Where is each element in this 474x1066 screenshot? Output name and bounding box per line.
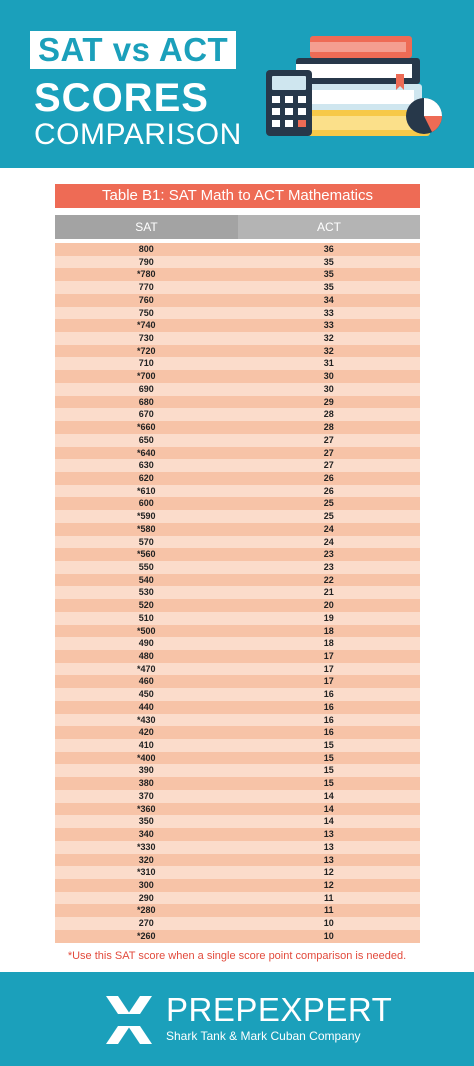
sat-score-cell: *400 bbox=[136, 752, 156, 763]
act-score-cell: 17 bbox=[323, 651, 334, 661]
sat-score-cell: *720 bbox=[136, 345, 156, 356]
table-row bbox=[55, 243, 420, 256]
table-row bbox=[55, 574, 420, 587]
books-icon bbox=[262, 30, 452, 142]
sat-score-cell: *500 bbox=[136, 625, 156, 636]
act-score-cell: 10 bbox=[323, 918, 334, 929]
sat-score-cell: 620 bbox=[138, 472, 154, 483]
table-row bbox=[55, 434, 420, 447]
sat-score-cell: *580 bbox=[136, 523, 156, 534]
act-score-cell: 16 bbox=[323, 727, 334, 738]
act-score-cell: 32 bbox=[323, 345, 334, 356]
sat-score-cell: 320 bbox=[138, 854, 154, 865]
table-row bbox=[55, 854, 420, 867]
table-row bbox=[55, 447, 420, 460]
header-banner bbox=[0, 0, 474, 168]
sat-score-cell: 600 bbox=[138, 498, 154, 509]
act-score-cell: 14 bbox=[323, 790, 334, 801]
table-row bbox=[55, 650, 420, 663]
act-score-cell: 28 bbox=[323, 422, 334, 433]
act-score-cell: 16 bbox=[323, 689, 334, 700]
table-row bbox=[55, 307, 420, 320]
act-score-cell: 15 bbox=[323, 765, 334, 776]
act-score-cell: 11 bbox=[323, 905, 334, 916]
act-score-cell: 35 bbox=[323, 256, 334, 267]
act-score-cell: 34 bbox=[323, 294, 334, 305]
brand-tagline: Shark Tank & Mark Cuban Company bbox=[166, 1029, 361, 1043]
table-row bbox=[55, 739, 420, 752]
table-row bbox=[55, 904, 420, 917]
sat-score-cell: 410 bbox=[138, 740, 154, 751]
act-score-cell: 10 bbox=[323, 930, 334, 941]
table-row bbox=[55, 294, 420, 307]
table-row bbox=[55, 764, 420, 777]
sat-score-cell: 350 bbox=[138, 816, 154, 827]
act-score-cell: 23 bbox=[323, 561, 334, 572]
table-row bbox=[55, 917, 420, 930]
sat-score-cell: 670 bbox=[138, 409, 154, 420]
sat-score-cell: 290 bbox=[138, 892, 154, 903]
act-score-cell: 15 bbox=[323, 752, 334, 763]
sat-score-cell: *260 bbox=[136, 930, 156, 941]
table-row bbox=[55, 599, 420, 612]
sat-score-cell: 760 bbox=[138, 294, 154, 305]
brand-name: PREPEXPERT bbox=[166, 991, 393, 1028]
table-row bbox=[55, 663, 420, 676]
table-row bbox=[55, 561, 420, 574]
sat-score-cell: 480 bbox=[138, 651, 154, 661]
sat-score-cell: 510 bbox=[138, 612, 154, 623]
sat-score-cell: *470 bbox=[136, 663, 156, 674]
act-score-cell: 13 bbox=[323, 841, 334, 852]
table-row bbox=[55, 828, 420, 841]
table-row bbox=[55, 536, 420, 549]
table-row bbox=[55, 688, 420, 701]
act-score-cell: 26 bbox=[323, 485, 334, 496]
act-score-cell: 17 bbox=[323, 676, 334, 687]
act-score-cell: 36 bbox=[323, 244, 334, 254]
sat-score-cell: 550 bbox=[138, 561, 154, 572]
act-score-cell: 30 bbox=[323, 371, 334, 382]
sat-score-cell: 650 bbox=[138, 434, 154, 445]
sat-score-cell: 750 bbox=[138, 307, 154, 318]
score-table bbox=[55, 243, 420, 943]
title-sat-vs-act: SAT vs ACT bbox=[30, 31, 236, 69]
act-score-cell: 23 bbox=[323, 549, 334, 560]
act-score-cell: 25 bbox=[323, 511, 334, 522]
footnote: *Use this SAT score when a single score point comparison is needed. bbox=[67, 950, 407, 962]
act-score-cell: 11 bbox=[323, 892, 334, 903]
sat-score-cell: 790 bbox=[138, 256, 154, 267]
table-row bbox=[55, 675, 420, 688]
act-score-cell: 20 bbox=[323, 600, 334, 611]
act-score-cell: 29 bbox=[323, 396, 334, 407]
act-score-cell: 24 bbox=[323, 523, 334, 534]
table-row bbox=[55, 370, 420, 383]
sat-score-cell: *700 bbox=[136, 371, 156, 382]
table-row bbox=[55, 421, 420, 434]
act-score-cell: 18 bbox=[323, 638, 334, 649]
sat-score-cell: 710 bbox=[138, 358, 154, 369]
calculator-icon bbox=[266, 70, 312, 136]
sat-score-cell: *590 bbox=[136, 511, 156, 522]
act-score-cell: 30 bbox=[323, 383, 334, 394]
act-score-cell: 12 bbox=[323, 867, 334, 878]
sat-score-cell: 370 bbox=[138, 790, 154, 801]
column-header-sat: SAT bbox=[55, 215, 238, 239]
act-score-cell: 33 bbox=[323, 320, 334, 331]
table-row bbox=[55, 930, 420, 943]
act-score-cell: 15 bbox=[323, 778, 334, 789]
table-row bbox=[55, 612, 420, 625]
title-scores: SCORES bbox=[34, 76, 209, 120]
sat-score-cell: 630 bbox=[138, 460, 154, 471]
sat-score-cell: 690 bbox=[138, 383, 154, 394]
act-score-cell: 14 bbox=[323, 803, 334, 814]
table-title: Table B1: SAT Math to ACT Mathematics bbox=[55, 184, 420, 208]
table-row bbox=[55, 268, 420, 281]
table-row bbox=[55, 523, 420, 536]
table-row bbox=[55, 625, 420, 638]
act-score-cell: 13 bbox=[323, 854, 334, 865]
column-header-act: ACT bbox=[238, 215, 420, 239]
act-score-cell: 35 bbox=[323, 282, 334, 293]
table-row bbox=[55, 777, 420, 790]
table-row bbox=[55, 408, 420, 421]
act-score-cell: 24 bbox=[323, 536, 334, 547]
table-row bbox=[55, 459, 420, 472]
table-row bbox=[55, 726, 420, 739]
act-score-cell: 14 bbox=[323, 816, 334, 827]
act-score-cell: 22 bbox=[323, 574, 334, 585]
table-row bbox=[55, 879, 420, 892]
sat-score-cell: 340 bbox=[138, 829, 154, 840]
table-row bbox=[55, 815, 420, 828]
act-score-cell: 18 bbox=[323, 625, 334, 636]
sat-score-cell: 520 bbox=[138, 600, 154, 611]
table-row bbox=[55, 345, 420, 358]
act-score-cell: 25 bbox=[323, 498, 334, 509]
table-row bbox=[55, 892, 420, 905]
table-row bbox=[55, 396, 420, 409]
sat-score-cell: *310 bbox=[136, 867, 156, 878]
sat-score-cell: 460 bbox=[138, 676, 154, 687]
table-row bbox=[55, 701, 420, 714]
act-score-cell: 16 bbox=[323, 701, 334, 712]
sat-score-cell: 800 bbox=[138, 244, 154, 254]
act-score-cell: 28 bbox=[323, 409, 334, 420]
act-score-cell: 27 bbox=[323, 447, 334, 458]
act-score-cell: 35 bbox=[323, 269, 334, 280]
act-score-cell: 15 bbox=[323, 740, 334, 751]
act-score-cell: 32 bbox=[323, 333, 334, 344]
sat-score-cell: *560 bbox=[136, 549, 156, 560]
table-row bbox=[55, 548, 420, 561]
sat-score-cell: *430 bbox=[136, 714, 156, 725]
act-score-cell: 26 bbox=[323, 472, 334, 483]
table-row bbox=[55, 803, 420, 816]
sat-score-cell: 540 bbox=[138, 574, 154, 585]
table-row bbox=[55, 485, 420, 498]
table-row bbox=[55, 472, 420, 485]
sat-score-cell: 420 bbox=[138, 727, 154, 738]
sat-score-cell: 380 bbox=[138, 778, 154, 789]
table-row bbox=[55, 383, 420, 396]
sat-score-cell: 450 bbox=[138, 689, 154, 700]
act-score-cell: 33 bbox=[323, 307, 334, 318]
sat-score-cell: 770 bbox=[138, 282, 154, 293]
sat-score-cell: *740 bbox=[136, 320, 156, 331]
table-row bbox=[55, 332, 420, 345]
table-row bbox=[55, 841, 420, 854]
table-row bbox=[55, 637, 420, 650]
table-row bbox=[55, 586, 420, 599]
sat-score-cell: *360 bbox=[136, 803, 156, 814]
sat-score-cell: *610 bbox=[136, 485, 156, 496]
act-score-cell: 16 bbox=[323, 714, 334, 725]
act-score-cell: 27 bbox=[323, 460, 334, 471]
table-row bbox=[55, 497, 420, 510]
pie-chart-icon bbox=[406, 98, 442, 134]
act-score-cell: 19 bbox=[323, 612, 334, 623]
table-row bbox=[55, 357, 420, 370]
prepexpert-logo-icon bbox=[104, 994, 154, 1046]
sat-score-cell: *330 bbox=[136, 841, 156, 852]
footer-banner bbox=[0, 972, 474, 1066]
sat-score-cell: 730 bbox=[138, 333, 154, 344]
title-comparison: COMPARISON bbox=[34, 118, 242, 151]
sat-score-cell: 300 bbox=[138, 879, 154, 890]
sat-score-cell: *280 bbox=[136, 905, 156, 916]
table-row bbox=[55, 752, 420, 765]
sat-score-cell: 390 bbox=[138, 765, 154, 776]
table-row bbox=[55, 790, 420, 803]
table-row bbox=[55, 319, 420, 332]
sat-score-cell: *660 bbox=[136, 422, 156, 433]
sat-score-cell: 680 bbox=[138, 396, 154, 407]
sat-score-cell: 440 bbox=[138, 701, 154, 712]
table-row bbox=[55, 510, 420, 523]
act-score-cell: 17 bbox=[323, 663, 334, 674]
table-row bbox=[55, 281, 420, 294]
act-score-cell: 13 bbox=[323, 829, 334, 840]
sat-score-cell: 490 bbox=[138, 638, 154, 649]
sat-score-cell: 570 bbox=[138, 536, 154, 547]
act-score-cell: 27 bbox=[323, 434, 334, 445]
table-row bbox=[55, 256, 420, 269]
act-score-cell: 21 bbox=[323, 587, 334, 598]
act-score-cell: 12 bbox=[323, 879, 334, 890]
act-score-cell: 31 bbox=[323, 358, 334, 369]
sat-score-cell: 270 bbox=[138, 918, 154, 929]
sat-score-cell: 530 bbox=[138, 587, 154, 598]
table-row bbox=[55, 866, 420, 879]
sat-score-cell: *780 bbox=[136, 269, 156, 280]
sat-score-cell: *640 bbox=[136, 447, 156, 458]
table-row bbox=[55, 714, 420, 727]
